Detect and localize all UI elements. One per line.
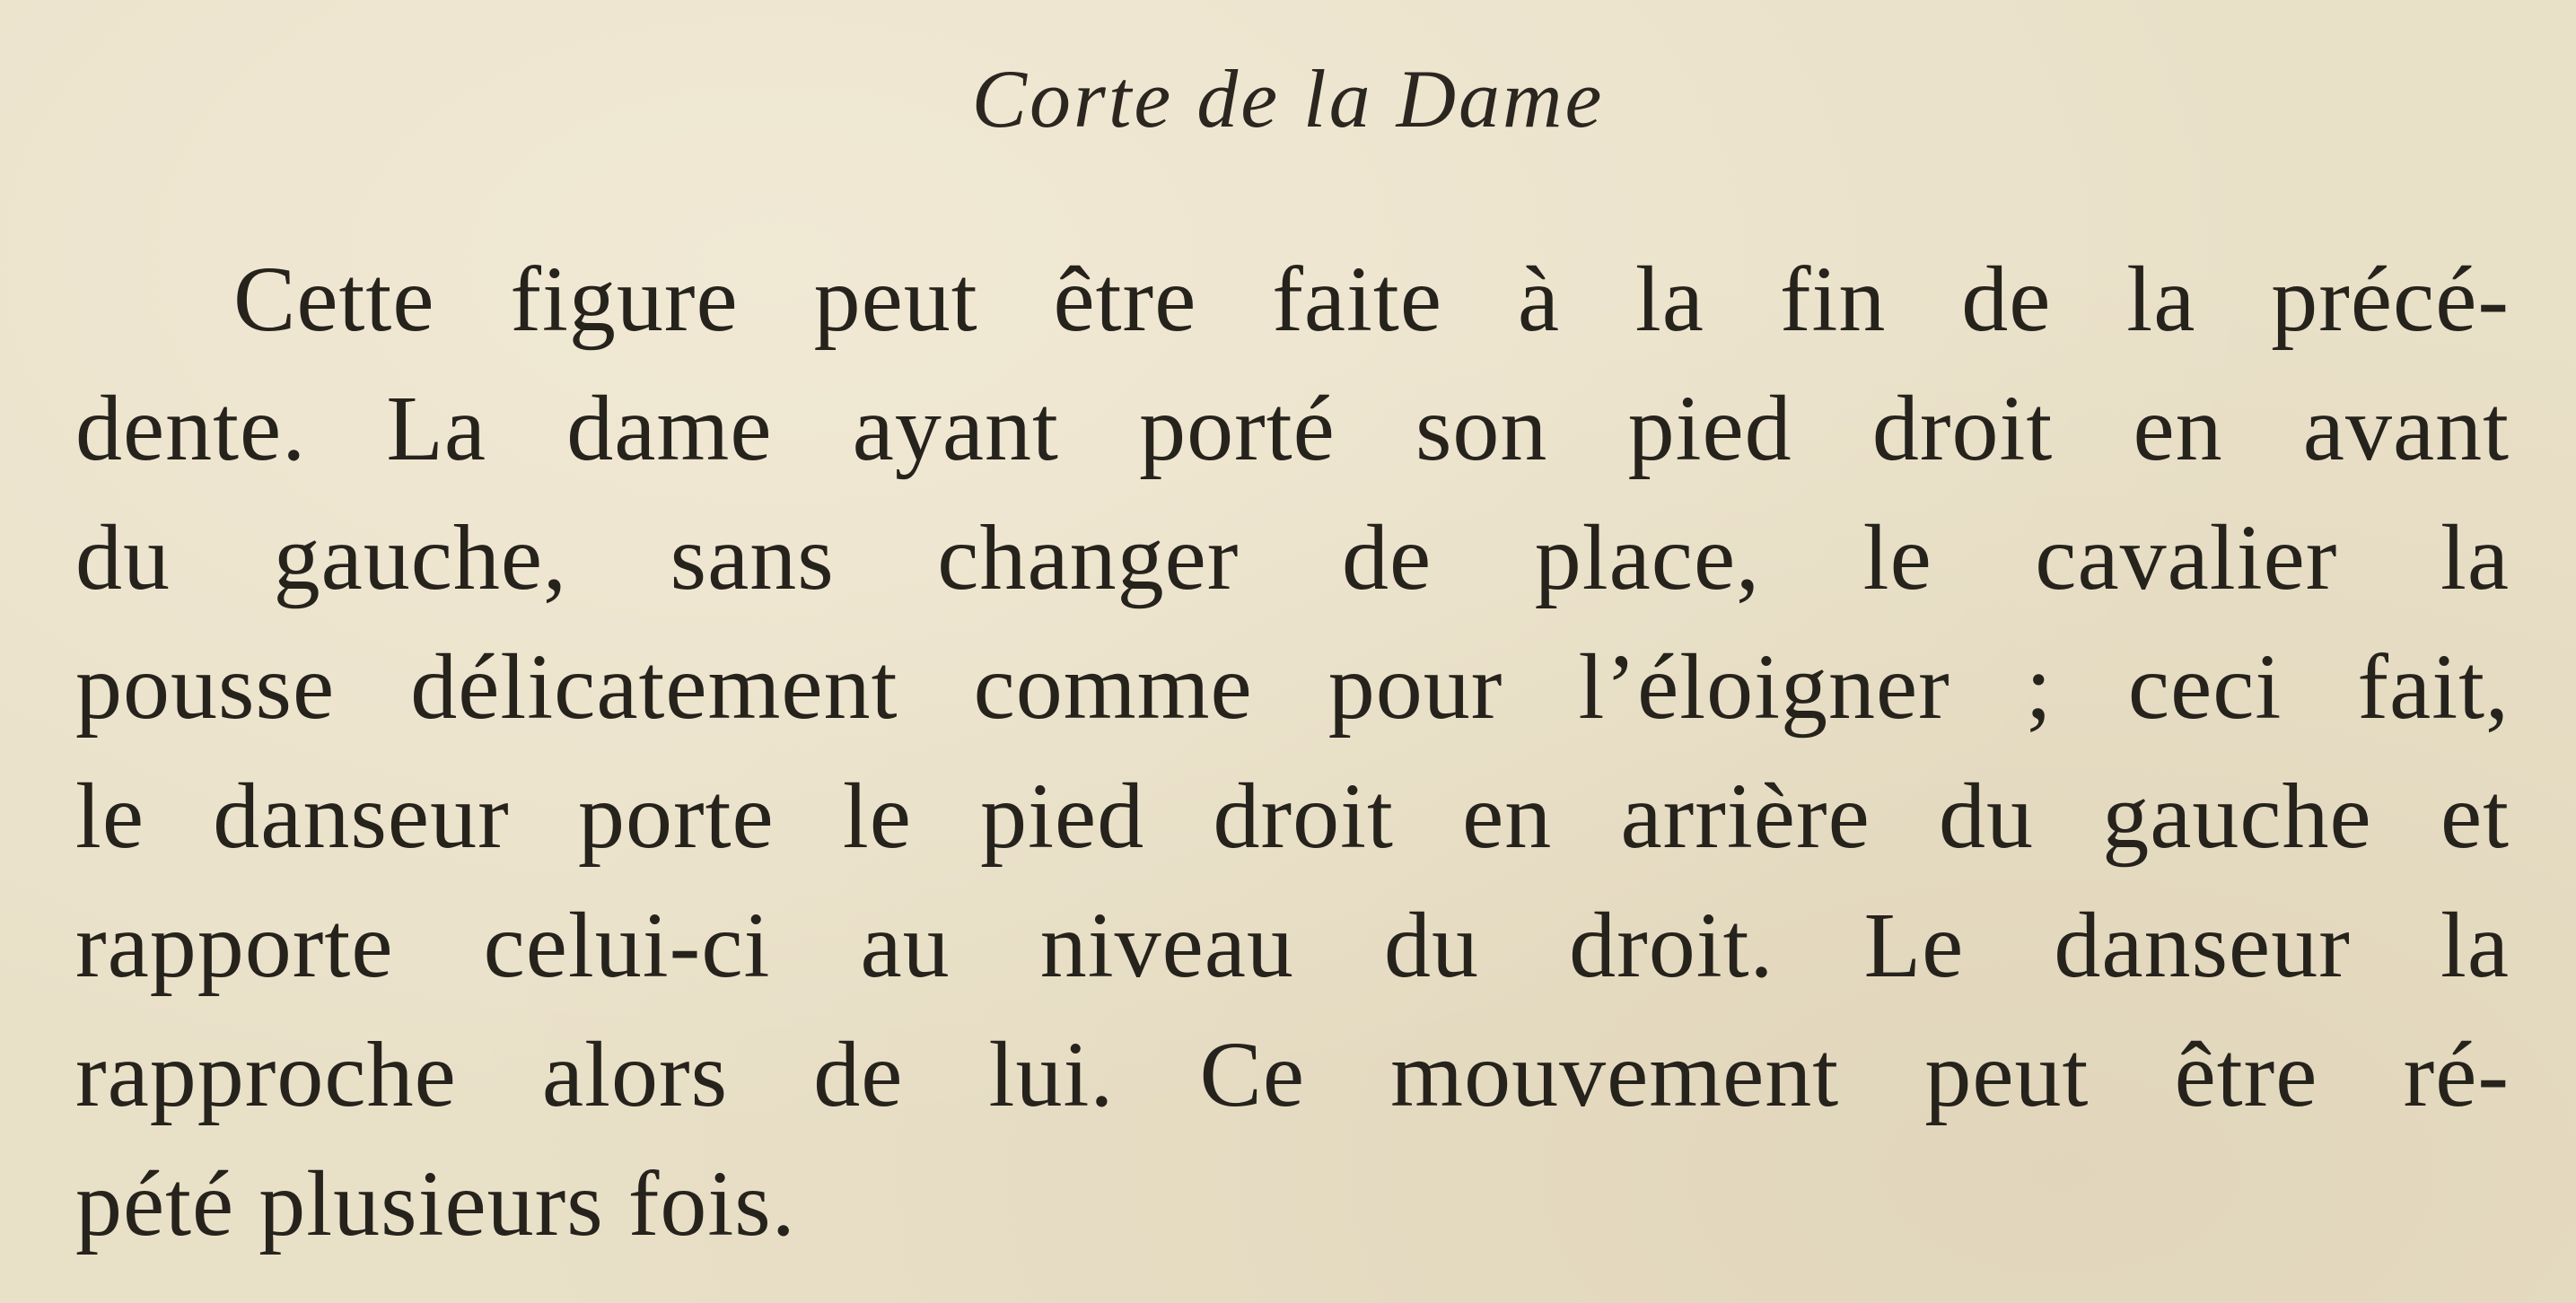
text-line-7: rapproche alors de lui. Ce mouvement peut être ré- bbox=[75, 1023, 2510, 1126]
text-line-1: Cette figure peut être faite à la fin de la précé- bbox=[233, 248, 2510, 351]
text-line-6: rapporte celui-ci au niveau du droit. Le danseur la bbox=[75, 894, 2510, 997]
section-title: Corte de la Dame bbox=[971, 53, 1605, 144]
text-line-3: du gauche, sans changer de place, le cavalier la bbox=[75, 506, 2510, 609]
body-paragraph bbox=[75, 235, 2510, 1269]
text-line-8: pété plusieurs fois. bbox=[75, 1152, 796, 1255]
text-line-2: dente. La dame ayant porté son pied droit en avant bbox=[75, 377, 2510, 480]
text-line-5: le danseur porte le pied droit en arrière du gauche et bbox=[75, 765, 2510, 868]
text-line-4: pousse délicatement comme pour l’éloigner ; ceci fait, bbox=[75, 635, 2510, 739]
